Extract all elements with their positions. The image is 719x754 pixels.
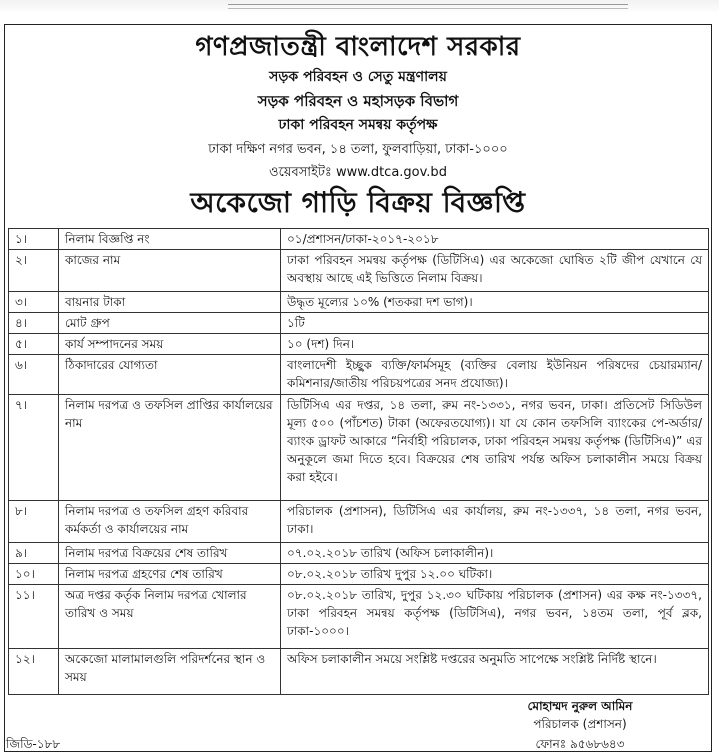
row-value: অফিস চলাকালীন সময়ে সংশ্লিষ্ট দপ্তরের অনুমতি সাপেক্ষে সংশ্লিষ্ট নির্দিষ্ট স্থানে। (281, 649, 709, 695)
table-row (9, 501, 709, 543)
table-row (9, 649, 709, 695)
row-number: ৪। (9, 313, 59, 334)
auction-details-table (8, 228, 709, 695)
top-scan-strip (0, 0, 719, 14)
office-address: ঢাকা দক্ষিণ নগর ভবন, ১৪ তলা, ফুলবাড়িয়া, ঢাকা-১০০০ (208, 142, 508, 157)
row-value: ০৮.০২.২০১৮ তারিখ দুপুর ১২.০০ ঘটিকা। (281, 564, 709, 585)
row-label: নিলাম দরপত্র গ্রহণের শেষ তারিখ (59, 564, 281, 585)
row-label: নিলাম দরপত্র ও তফসিল প্রাপ্তির কার্যালয়ের নাম (59, 395, 281, 501)
top-rule-line (228, 4, 628, 5)
row-label: মোট গ্রুপ (59, 313, 281, 334)
row-number: ১০। (9, 564, 59, 585)
row-value: বাংলাদেশী ইচ্ছুক ব্যক্তি/ফার্মসমূহ (ব্যক্তির বেলায় ইউনিয়ন পরিষদের চেয়ারম্যান/কমিশনার/জাতীয় পরিচয়পত্রের সনদ প্রযোজ্য)। (281, 355, 709, 395)
table-row (9, 229, 709, 250)
table-row (9, 250, 709, 292)
row-label: কার্য সম্পাদনের সময় (59, 334, 281, 355)
table-row (9, 585, 709, 649)
row-label: নিলাম দরপত্র বিক্রয়ের শেষ তারিখ (59, 543, 281, 564)
row-value: উদ্ধৃত মূল্যের ১০% (শতকরা দশ ভাগ)। (281, 292, 709, 313)
website-line: ওয়েবসাইটঃ www.dtca.gov.bd (269, 165, 447, 180)
row-number: ৭। (9, 395, 59, 501)
row-value: ডিটিসিএ এর দপ্তর, ১৪ তলা, রুম নং-১৩৩১, নগর ভবন, ঢাকা। প্রতিসেট সিডিউল মূল্য ৫০০ (পাঁচশত) টাকা (অফেরতযোগ্য)। যা যে কোন তফসিলি ব্যাংকের পে-অর্ডার/ব্যাংক ড্রাফট আকারে “নির্বাহী পরিচালক, ঢাকা পরিবহন সমন্বয় কর্তৃপক্ষ (ডিটিসিএ)” এর অনুকূলে জমা দিতে হবে। বিক্রয়ের শেষ তারিখ পর্যন্ত অফিস চলাকালীন সময়ে বিক্রয় করা হইবে। (281, 395, 709, 501)
table-row (9, 395, 709, 501)
table-row (9, 355, 709, 395)
reference-number: জিডি-১৮৮ (6, 737, 61, 751)
notice-title: অকেজো গাড়ি বিক্রয় বিজ্ঞপ্তি (190, 186, 526, 219)
table-row (9, 313, 709, 334)
signatory-name: মোহাম্মদ নুরুল আমিন (527, 699, 633, 713)
row-value: ঢাকা পরিবহন সমন্বয় কর্তৃপক্ষ (ডিটিসিএ) এর অকেজো ঘোষিত ২টি জীপ যেখানে যে অবস্থায় আছে এই ভিত্তিতে নিলাম বিক্রয়। (281, 250, 709, 292)
signatory-designation: পরিচালক (প্রশাসন) (533, 717, 627, 731)
table-row (9, 292, 709, 313)
row-number: ১। (9, 229, 59, 250)
row-value: পরিচালক (প্রশাসন), ডিটিসিএ এর কার্যালয়, রুম নং-১৩৩৭, ১৪ তলা, নগর ভবন, ঢাকা। (281, 501, 709, 543)
row-number: ৫। (9, 334, 59, 355)
row-label: নিলাম বিজ্ঞপ্তি নং (59, 229, 281, 250)
row-value: ১টি (281, 313, 709, 334)
row-number: ৬। (9, 355, 59, 395)
row-number: ১২। (9, 649, 59, 695)
row-number: ৮। (9, 501, 59, 543)
table-row (9, 564, 709, 585)
row-value: ০১/প্রশাসন/ঢাকা-২০১৭-২০১৮ (281, 229, 709, 250)
row-value: ০৮.০২.২০১৮ তারিখ, দুপুর ১২.৩০ ঘটিকায় পরিচালক (প্রশাসন) এর কক্ষ নং-১৩৩৭, ঢাকা পরিবহন সমন্বয় কর্তৃপক্ষ (ডিটিসিএ), নগর ভবন, ১৪তম তলা, পূর্ব ব্লক, ঢাকা-১০০০। (281, 585, 709, 649)
row-label: অত্র দপ্তর কর্তৃক নিলাম দরপত্র খোলার তারিখ ও সময় (59, 585, 281, 649)
division-name: সড়ক পরিবহন ও মহাসড়ক বিভাগ (257, 92, 459, 110)
row-number: ৯। (9, 543, 59, 564)
row-label: নিলাম দরপত্র ও তফসিল গ্রহণ করিবার কর্মকর্তা ও কার্যালয়ের নাম (59, 501, 281, 543)
ministry-name: সড়ক পরিবহন ও সেতু মন্ত্রণালয় (269, 69, 447, 85)
top-rule-line-secondary (228, 8, 628, 9)
row-number: ৩। (9, 292, 59, 313)
government-title: গণপ্রজাতন্ত্রী বাংলাদেশ সরকার (195, 32, 521, 62)
table-row (9, 543, 709, 564)
row-number: ১১। (9, 585, 59, 649)
row-label: কাজের নাম (59, 250, 281, 292)
row-label: অকেজো মালামালগুলি পরিদর্শনের স্থান ও সময় (59, 649, 281, 695)
row-value: ০৭.০২.২০১৮ তারিখ (অফিস চলাকালীন)। (281, 543, 709, 564)
row-value: ১০ (দশ) দিন। (281, 334, 709, 355)
row-number: ২। (9, 250, 59, 292)
authority-name: ঢাকা পরিবহন সমন্বয় কর্তৃপক্ষ (278, 117, 438, 133)
signatory-phone: ফোনঃ ৯৫৬৮৬৪৩ (535, 737, 625, 751)
table-row (9, 334, 709, 355)
row-label: বায়নার টাকা (59, 292, 281, 313)
row-label: ঠিকাদারের যোগ্যতা (59, 355, 281, 395)
